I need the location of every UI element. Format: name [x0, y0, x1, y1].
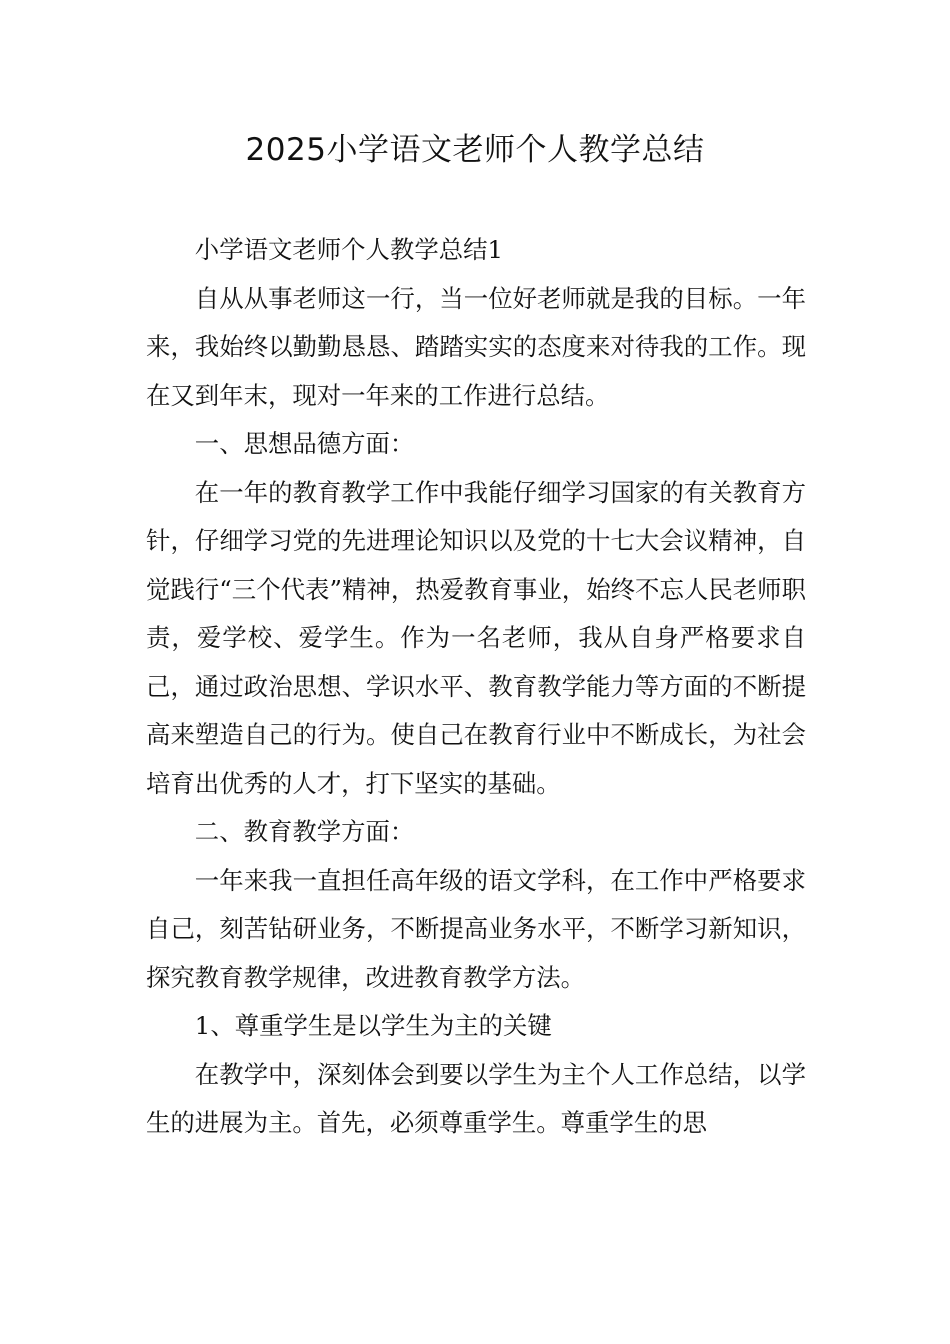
section-heading-summary-1: 小学语文老师个人教学总结1	[194, 235, 504, 264]
section-heading-moral: 一、思想品德方面：	[194, 429, 415, 458]
document-body	[146, 226, 806, 1148]
intro-paragraph: 自从从事老师这一行，当一位好老师就是我的目标。一年来，我始终以勤勤恳恳、踏踏实实的态度来对待我的工作。现在又到年末，现对一年来的工作进行总结。	[146, 283, 806, 410]
section-heading-teaching: 二、教育教学方面：	[194, 817, 415, 846]
document-title: 2025小学语文老师个人教学总结	[245, 132, 705, 168]
respect-paragraph: 在教学中，深刻体会到要以学生为主个人工作总结，以学生的进展为主。首先，必须尊重学生。尊重学生的思	[146, 1059, 806, 1137]
moral-paragraph: 在一年的教育教学工作中我能仔细学习国家的有关教育方针，仔细学习党的先进理论知识以及党的十七大会议精神，自觉践行“三个代表”精神，热爱教育事业，始终不忘人民老师职责，爱学校、爱学生。作为一名老师，我从自身严格要求自己，通过政治思想、学识水平、教育教学能力等方面的不断提高来塑造自己的行为。使自己在教育行业中不断成长，为社会培育出优秀的人才，打下坚实的基础。	[146, 477, 806, 798]
teaching-paragraph: 一年来我一直担任高年级的语文学科，在工作中严格要求自己，刻苦钻研业务，不断提高业务水平，不断学习新知识，探究教育教学规律，改进教育教学方法。	[146, 865, 806, 992]
subsection-heading-respect: 1、尊重学生是以学生为主的关键	[194, 1011, 552, 1040]
